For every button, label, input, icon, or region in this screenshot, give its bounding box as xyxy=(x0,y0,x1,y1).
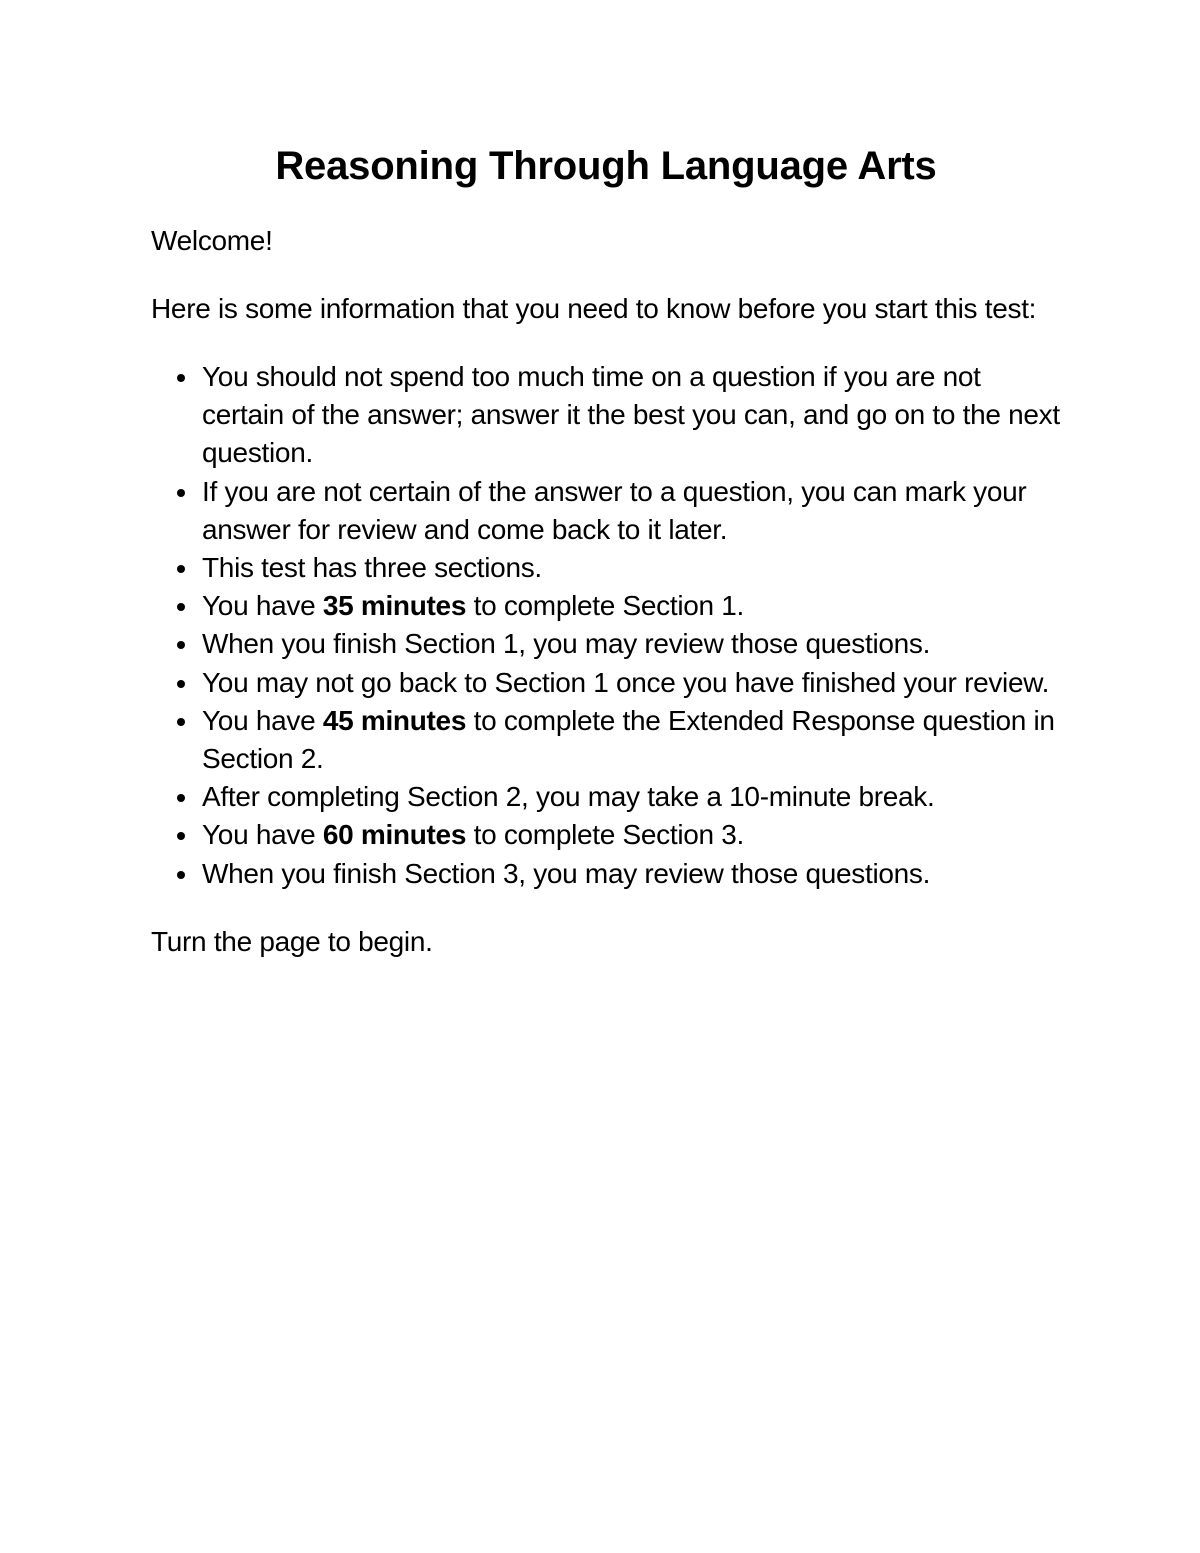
time-limit-section-1: 35 minutes xyxy=(322,590,467,622)
rule-text-after: to complete the Extended Response question in Section 2. xyxy=(202,704,1055,775)
list-item xyxy=(202,855,1061,893)
rule-text: If you are not certain of the answer to a question, you can mark your answer for review and come back to it later. xyxy=(202,475,1027,545)
bullet-icon xyxy=(177,374,185,382)
closing-text: Turn the page to begin. xyxy=(151,925,433,957)
time-limit-section-2: 45 minutes xyxy=(322,704,467,736)
page-title: Reasoning Through Language Arts xyxy=(275,144,937,188)
list-item xyxy=(202,664,1061,702)
list-item xyxy=(202,625,1061,663)
rule-text: After completing Section 2, you may take a 10-minute break. xyxy=(202,781,935,813)
bullet-icon xyxy=(177,489,185,497)
welcome-text: Welcome! xyxy=(151,225,273,256)
list-item xyxy=(202,358,1061,473)
document-page xyxy=(151,140,1061,961)
bullet-icon xyxy=(177,794,185,802)
rule-text: When you finish Section 3, you may review those questions. xyxy=(202,857,931,889)
bullet-icon xyxy=(177,832,185,840)
rules-list xyxy=(151,358,1061,893)
list-item xyxy=(202,587,1061,625)
bullet-icon xyxy=(177,871,185,879)
rule-text: When you finish Section 1, you may review those questions. xyxy=(202,628,931,660)
bullet-icon xyxy=(177,680,185,688)
time-limit-section-3: 60 minutes xyxy=(322,819,467,851)
rule-text: You may not go back to Section 1 once you have finished your review. xyxy=(202,666,1050,698)
rule-text: This test has three sections. xyxy=(202,552,542,584)
rule-text: You should not spend too much time on a question if you are not certain of the answer; answer it the best you can, and go on to the next question. xyxy=(202,361,1060,469)
bullet-icon xyxy=(177,603,185,611)
rule-text-before: You have xyxy=(202,819,323,851)
rule-text-after: to complete Section 3. xyxy=(466,819,745,851)
rule-text-before: You have xyxy=(202,590,323,622)
list-item xyxy=(202,473,1061,549)
intro-text: Here is some information that you need to know before you start this test: xyxy=(151,293,1037,324)
list-item xyxy=(202,549,1061,587)
bullet-icon xyxy=(177,641,185,649)
bullet-icon xyxy=(177,718,185,726)
list-item xyxy=(202,702,1061,778)
list-item xyxy=(202,816,1061,854)
bullet-icon xyxy=(177,565,185,573)
rule-text-before: You have xyxy=(202,704,323,736)
rule-text-after: to complete Section 1. xyxy=(466,590,745,622)
list-item xyxy=(202,778,1061,816)
